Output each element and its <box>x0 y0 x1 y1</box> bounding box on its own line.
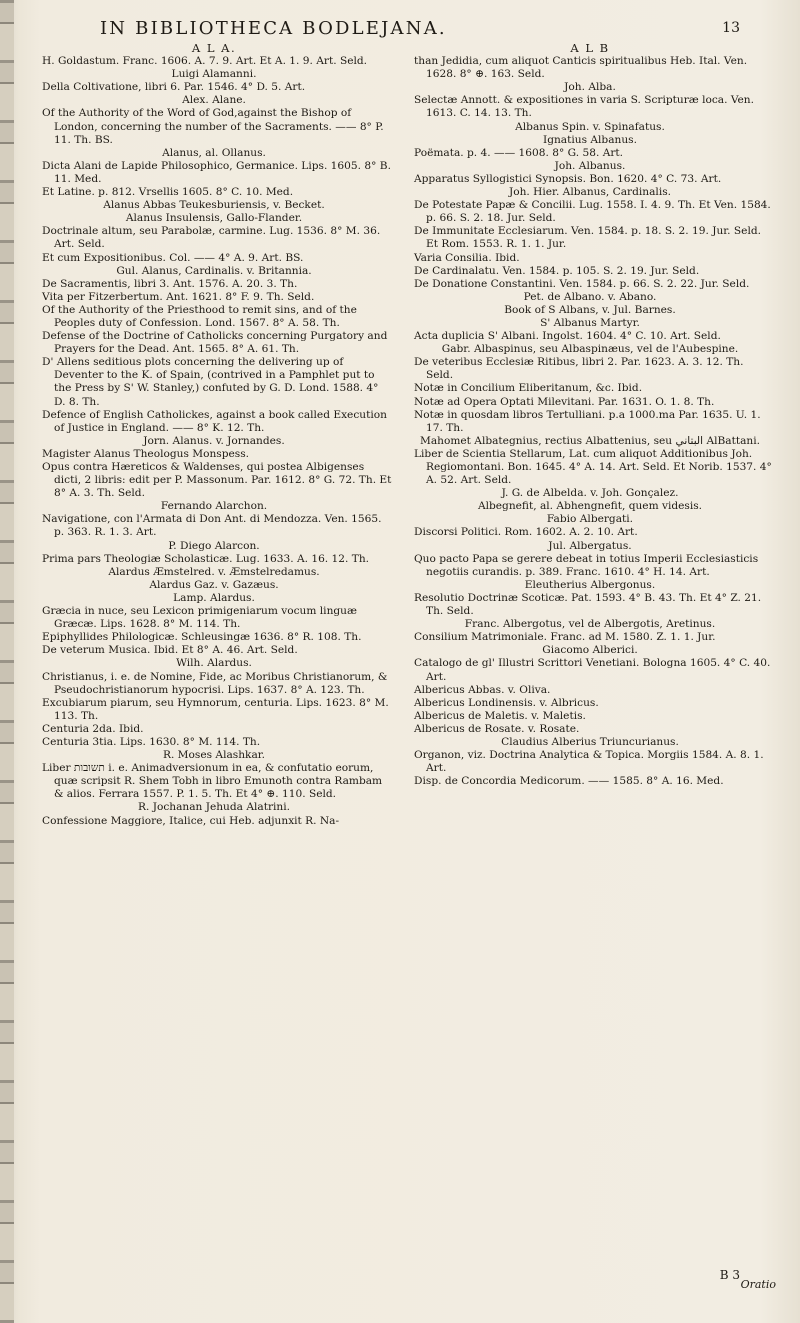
right-column-entry: Joh. Hier. Albanus, Cardinalis. <box>508 186 672 199</box>
left-column <box>36 42 392 828</box>
right-column-entry: Albericus Abbas. v. Oliva. <box>414 683 551 696</box>
right-column-entry: De veteribus Ecclesiæ Ritibus, libri 2. Par. 1623. A. 3. 12. Th. Seld. <box>414 356 744 382</box>
right-column-entry: Joh. Albanus. <box>554 159 626 172</box>
left-column-entry: Alanus, al. Ollanus. <box>162 146 266 159</box>
right-column-entry: Ignatius Albanus. <box>543 133 637 146</box>
right-column-entry: Jul. Albergatus. <box>548 539 632 552</box>
left-column-entry: Et cum Expositionibus. Col. —— 4° A. 9. Art. BS. <box>42 251 304 264</box>
left-column-entry: Prima pars Theologiæ Scholasticæ. Lug. 1633. A. 16. 12. Th. <box>42 552 370 565</box>
left-column-entry: Christianus, i. e. de Nomine, Fide, ac Moribus Christianorum, & Pseudochristianorum hypocrisi. Lips. 1637. 8° A. 123. Th. <box>42 670 388 696</box>
left-column-entry: De Sacramentis, libri 3. Ant. 1576. A. 20. 3. Th. <box>42 277 298 290</box>
left-column-entry: Centuria 3tia. Lips. 1630. 8° M. 114. Th. <box>42 735 261 748</box>
right-column-entry: Albericus de Rosate. v. Rosate. <box>414 722 580 735</box>
right-column-entry: Albericus de Maletis. v. Maletis. <box>414 709 586 722</box>
right-column-entry: Franc. Albergotus, vel de Albergotis, Aretinus. <box>464 618 716 631</box>
left-column-entry: Excubiarum piarum, seu Hymnorum, centuria. Lips. 1623. 8° M. 113. Th. <box>42 696 389 722</box>
left-column-entry: Navigatione, con l'Armata di Don Ant. di Mendozza. Ven. 1565. p. 363. R. 1. 3. Art. <box>42 513 382 539</box>
right-column-entry: Notæ in Concilium Eliberitanum, &c. Ibid. <box>414 382 643 395</box>
right-column-entry: Eleutherius Albergonus. <box>524 578 656 591</box>
right-column-entry: Albericus Londinensis. v. Albricus. <box>414 696 599 709</box>
right-column-entry: Varia Consilia. Ibid. <box>414 251 520 264</box>
right-column-entry: Disp. de Concordia Medicorum. —— 1585. 8° A. 16. Med. <box>414 775 724 788</box>
right-column-entry: De Cardinalatu. Ven. 1584. p. 105. S. 2. 19. Jur. Seld. <box>414 264 700 277</box>
left-column-entry: H. Goldastum. Franc. 1606. A. 7. 9. Art. Et A. 1. 9. Art. Seld. <box>42 55 368 68</box>
right-column-entry: Fabio Albergati. <box>546 513 634 526</box>
left-column-entry: Græcia in nuce, seu Lexicon primigeniarum vocum linguæ Græcæ. Lips. 1628. 8° M. 114. Th. <box>42 605 357 631</box>
left-column-entry: Lamp. Alardus. <box>173 591 255 604</box>
left-column-entry: Jorn. Alanus. v. Jornandes. <box>143 434 285 447</box>
right-column-entry: A L B <box>570 41 610 55</box>
right-column-entry: Pet. de Albano. v. Abano. <box>523 290 657 303</box>
right-column-entry: Acta duplicia S' Albani. Ingolst. 1604. 4° C. 10. Art. Seld. <box>414 330 721 343</box>
right-column-entry: Discorsi Politici. Rom. 1602. A. 2. 10. Art. <box>414 526 638 539</box>
left-column-entry: Luigi Alamanni. <box>171 68 257 81</box>
right-column-entry: De Donatione Constantini. Ven. 1584. p. 66. S. 2. 22. Jur. Seld. <box>414 277 750 290</box>
right-column-entry: Poëmata. p. 4. —— 1608. 8° G. 58. Art. <box>414 146 624 159</box>
left-column-entry: Alex. Alane. <box>182 94 246 107</box>
page-number: 13 <box>722 20 740 36</box>
right-column-entry: Selectæ Annott. & expositiones in varia S. Scripturæ loca. Ven. 1613. C. 14. 13. Th. <box>414 94 754 120</box>
left-column-entry: Alanus Insulensis, Gallo-Flander. <box>125 212 303 225</box>
header-title: IN BIBLIOTHECA BODLEJANA. <box>100 18 447 39</box>
right-column-entry: Albegnefit, al. Abhengnefit, quem videsis. <box>477 500 703 513</box>
signature-mark: B 3 <box>719 1268 740 1282</box>
left-column-entry: Alanus Abbas Teukesburiensis, v. Becket. <box>103 199 325 212</box>
right-column-entry: Joh. Alba. <box>564 81 616 94</box>
left-column-entry: Gul. Alanus, Cardinalis. v. Britannia. <box>116 264 312 277</box>
right-column-entry: Quo pacto Papa se gerere debeat in totius Imperii Ecclesiasticis negotiis curandis. p. 389. Franc. 1610. 4° H. 14. Art. <box>414 552 759 578</box>
left-column-entry: Vita per Fitzerbertum. Ant. 1621. 8° F. 9. Th. Seld. <box>42 290 315 303</box>
left-column-entry: Defense of the Doctrine of Catholicks concerning Purgatory and Prayers for the Dead. Ant. 1565. 8° A. 61. Th. <box>42 330 388 356</box>
left-column-entry: De veterum Musica. Ibid. Et 8° A. 46. Art. Seld. <box>42 644 298 657</box>
left-column-entry: Epiphyllides Philologicæ. Schleusingæ 1636. 8° R. 108. Th. <box>42 631 362 644</box>
page-gutter <box>0 0 14 1323</box>
left-column-entry: Opus contra Hæreticos & Waldenses, qui postea Albigenses dicti, 2 libris: edit per P. Massonum. Par. 1612. 8° G. 72. Th. Et 8° A. 3. Th. Seld. <box>42 461 392 500</box>
right-column-entry: Gabr. Albaspinus, seu Albaspinæus, vel de l'Aubespine. <box>441 343 739 356</box>
right-column-entry: Consilium Matrimoniale. Franc. ad M. 1580. Z. 1. 1. Jur. <box>414 631 716 644</box>
left-column-entry: R. Moses Alashkar. <box>162 749 266 762</box>
right-column-entry: J. G. de Albelda. v. Joh. Gonçalez. <box>501 487 679 500</box>
left-column-entry: R. Jochanan Jehuda Alatrini. <box>137 801 290 814</box>
left-column-entry: Of the Authority of the Priesthood to remit sins, and of the Peoples duty of Confession. Lond. 1567. 8° A. 58. Th. <box>42 303 357 329</box>
left-column-entry: D' Allens seditious plots concerning the delivering up of Deventer to the K. of Spain, (contrived in a Pamphlet put to the Press by S' W. Stanley,) confuted by G. D. Lond. 1588. 4° D. 8. Th. <box>42 356 379 408</box>
right-column-entry: S' Albanus Martyr. <box>540 316 640 329</box>
catchword: Oratio <box>740 1278 776 1291</box>
left-column-entry: Of the Authority of the Word of God,against the Bishop of London, concerning the number of the Sacraments. —— 8° P. 11. Th. BS. <box>42 107 384 146</box>
right-column-entry: than Jedidia, cum aliquot Canticis spiritualibus Heb. Ital. Ven. 1628. 8° ⊕. 163. Seld. <box>414 55 748 81</box>
left-column-entry: P. Diego Alarcon. <box>168 539 260 552</box>
left-column-entry: Defence of English Catholickes, against a book called Execution of Justice in England. —— 8° K. 12. Th. <box>42 408 387 434</box>
right-column-entry: De Potestate Papæ & Concilii. Lug. 1558. I. 4. 9. Th. Et Ven. 1584. p. 66. S. 2. 18. Jur. Seld. <box>414 199 771 225</box>
right-column-entry: Organon, viz. Doctrina Analytica & Topica. Morgiis 1584. A. 8. 1. Art. <box>414 749 764 775</box>
right-column-entry: Resolutio Doctrinæ Scoticæ. Pat. 1593. 4° B. 43. Th. Et 4° Z. 21. Th. Seld. <box>414 591 762 618</box>
left-column-entry: Alardus Æmstelred. v. Æmstelredamus. <box>108 565 320 578</box>
right-column-entry: Book of S Albans, v. Jul. Barnes. <box>504 303 676 316</box>
left-column-entry: Fernando Alarchon. <box>160 500 268 513</box>
left-column-entry: A L A. <box>191 41 237 55</box>
right-column-entry: Giacomo Alberici. <box>542 644 638 657</box>
left-column-entry: Liber תשובות i. e. Animadversionum in ea, & confutatio eorum, quæ scripsit R. Shem Tobh in libro Emunoth contra Rambam & alios. Ferrara 1557. P. 1. 5. Th. Et 4° ⊕. 110. Seld. <box>42 762 383 801</box>
left-column-entry: Centuria 2da. Ibid. <box>42 722 144 735</box>
left-column-entry: Confessione Maggiore, Italice, cui Heb. adjunxit R. Na- <box>42 814 340 827</box>
right-column-entry: Claudius Alberius Triuncurianus. <box>501 735 679 748</box>
left-column-entry: Et Latine. p. 812. Vrsellis 1605. 8° C. 10. Med. <box>42 186 294 199</box>
right-column <box>408 42 772 788</box>
left-column-entry: Wilh. Alardus. <box>176 657 252 670</box>
right-column-entry: Mahomet Albategnius, rectius Albattenius, seu البتاني AlBattani. <box>419 434 760 447</box>
right-column-entry: Liber de Scientia Stellarum, Lat. cum aliquot Additionibus Joh. Regiomontani. Bon. 1645. 4° A. 14. Art. Seld. Et Norib. 1537. 4° A. 52. Art. Seld. <box>414 447 772 487</box>
left-column-entry: Magister Alanus Theologus Monspess. <box>42 447 250 460</box>
left-column-entry: Della Coltivatione, libri 6. Par. 1546. 4° D. 5. Art. <box>42 81 306 94</box>
left-column-entry: Doctrinale altum, seu Parabolæ, carmine. Lug. 1536. 8° M. 36. Art. Seld. <box>42 225 381 251</box>
right-column-entry: Albanus Spin. v. Spinafatus. <box>515 120 665 133</box>
right-column-entry: Apparatus Syllogistici Synopsis. Bon. 1620. 4° C. 73. Art. <box>414 172 722 185</box>
right-column-entry: Catalogo de gl' Illustri Scrittori Venetiani. Bologna 1605. 4° C. 40. Art. <box>414 657 771 683</box>
right-column-entry: De Immunitate Ecclesiarum. Ven. 1584. p. 18. S. 2. 19. Jur. Seld. Et Rom. 1553. R. 1. 1. Jur. <box>414 225 761 251</box>
right-column-entry: Notæ in quosdam libros Tertulliani. p.a 1000.ma Par. 1635. U. 1. 17. Th. <box>414 408 761 434</box>
left-column-entry: Dicta Alani de Lapide Philosophico, Germanice. Lips. 1605. 8° B. 11. Med. <box>42 159 391 185</box>
left-column-entry: Alardus Gaz. v. Gazæus. <box>149 578 279 591</box>
right-column-entry: Notæ ad Opera Optati Milevitani. Par. 1631. O. 1. 8. Th. <box>414 395 715 408</box>
